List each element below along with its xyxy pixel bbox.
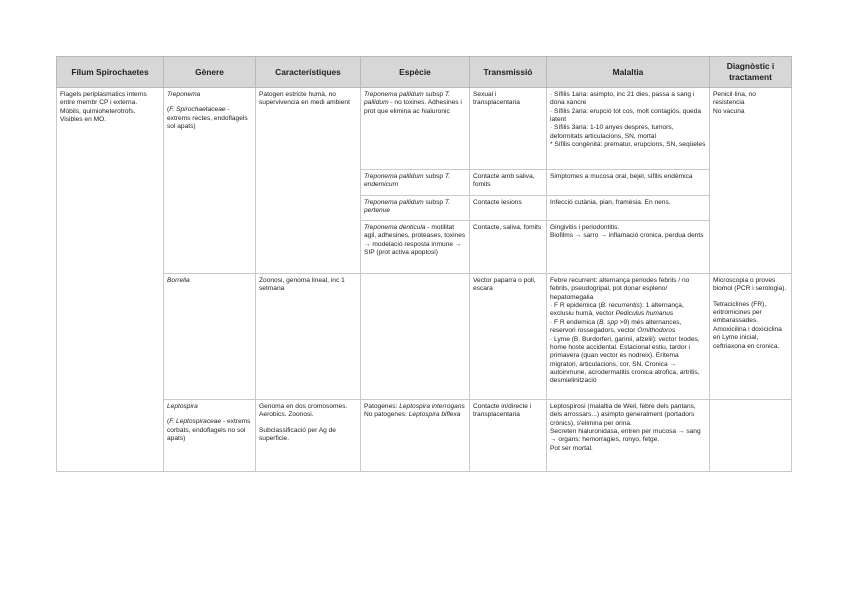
header-genere: Gènere [164, 57, 256, 88]
header-filum: Fílum Spirochaetes [57, 57, 164, 88]
header-row [57, 57, 792, 88]
filum-description [57, 88, 164, 472]
species-cell: Patogenes: Leptospira interrogans No patogenes: Leptospira biflexa [361, 400, 470, 472]
genus-leptospira: Leptospira (F. Leptospiraceae - extrems corbats, endoflagels no sol apats) [164, 400, 256, 472]
transmissio-cell: Vector paparra o poll, escara [470, 274, 547, 400]
header-diagnostic: Diagnòstic i tractament [710, 57, 792, 88]
malaltia-cell: Gingivitis i periodontitis. Biofilms → sarro → inflamació cronica, perdua dents [547, 221, 710, 274]
table-row [57, 400, 792, 472]
malaltia-cell: Febre recurrent: alternança periodes febrils / no febrils, pseudogripal, pot donar espleno/ hepatomegalia · F R epidemica (B. recurrentis): 1 alternança, exclusiu humà, vector Pediculus humanus · F R endemica (B. spp >9) més alternances, reservori rossegadors, vector Ornithodoros · Lyme (B. Burdorferi, garinii, afzelii): vector Ixodes, home hoste accidental. Estacional estiu, tardor i primavera (quan vector es nodreix). Eritema migratori, articulacions, cor, SN. Cronica → autoinmune, acrodermatitis cronica atrofica, artritis, desmielinització [547, 274, 710, 400]
borrelia-diagnostic: Microscopia o proves biomol (PCR i serologia). Tetraciclines (FR), eritromicines per embarassades. Amoxicilina i doxiciclina en Lyme inicial, ceftriaxona en cronica. [710, 274, 792, 400]
malaltia-cell: Infecció cutània, pian, framèsia. En nens. [547, 196, 710, 221]
malaltia-cell: Leptospirosi (malaltia de Weil, febre dels pantans, dels arrossars...) asimpto generalment (portadors crònics), s'elimina per orina. Secreten hialuronidasa, entren per mucosa → sang → organs: hemorragies, ronyo, fetge. Pot ser mortal. [547, 400, 710, 472]
treponema-diagnostic: Penicil·lina, no resistencia No vacuna [710, 88, 792, 274]
transmissio-cell: Contacte amb saliva, fomits [470, 170, 547, 196]
header-caracteristiques: Característiques [256, 57, 361, 88]
header-especie: Espècie [361, 57, 470, 88]
genus-treponema [164, 88, 256, 274]
leptospira-caracteristiques: Genoma en dos cromosomes. Aerobics. Zoonosi. Subclassificació per Ag de superficie. [256, 400, 361, 472]
transmissio-cell: Sexual i transplacentaria [470, 88, 547, 170]
species-cell: Treponema denticula - motilitat agil, adhesines, proteases, toxines → modelació resposta inmune → SIP (prot activa apoptosi) [361, 221, 470, 274]
transmissio-cell: Contacte in/directe i transplacentaria [470, 400, 547, 472]
header-malaltia: Malaltia [547, 57, 710, 88]
borrelia-caracteristiques: Zoonosi, genoma lineal, inc 1 setmana [256, 274, 361, 400]
filum-desc-line: Visibles en MO. [60, 116, 107, 124]
filum-desc-line: Flagels periplasmatics interns entre membr CP i externa. [60, 91, 147, 107]
filum-desc-line: Mòbils, quimioheterotrofs. [60, 107, 136, 115]
spirochaetes-table [56, 56, 792, 472]
transmissio-cell: Contacte, saliva, fomits [470, 221, 547, 274]
species-cell: Treponema pallidum subsp T. endemicum [361, 170, 470, 196]
genus-borrelia: Borrelia [164, 274, 256, 400]
diagnostic-cell [710, 400, 792, 472]
malaltia-cell: · Sífilis 1aria: asimpto, inc 21 dies, passa a sang i dona xancre · Sífilis 2aria: erupció tot cos, molt contagiós, queda latent · Sífilis 3aria: 1-10 anyes despres, tumors, deformitats articulacions, SN, mortal * Sífilis congènita: prematur, erupcions, SN, seqüeles [547, 88, 710, 170]
table-row [57, 274, 792, 400]
species-cell: Treponema pallidum subsp T. pallidum - no toxines. Adhesines i prot que elimina ac hialuronic [361, 88, 470, 170]
header-transmissio: Transmissió [470, 57, 547, 88]
malaltia-cell: Simptomes a mucosa oral, bejel, sífilis endèmica [547, 170, 710, 196]
table-row [57, 88, 792, 170]
species-cell: Treponema pallidum subsp T. pertenue [361, 196, 470, 221]
transmissio-cell: Contacte lesions [470, 196, 547, 221]
species-cell [361, 274, 470, 400]
genus-family: (F. Spirochaetaceae - extrems rectes, endoflagels sol apats) [167, 106, 248, 131]
treponema-caracteristiques: Patogen estricte humà, no supervivencia en medi ambient [256, 88, 361, 274]
genus-name: Treponema [167, 91, 201, 98]
